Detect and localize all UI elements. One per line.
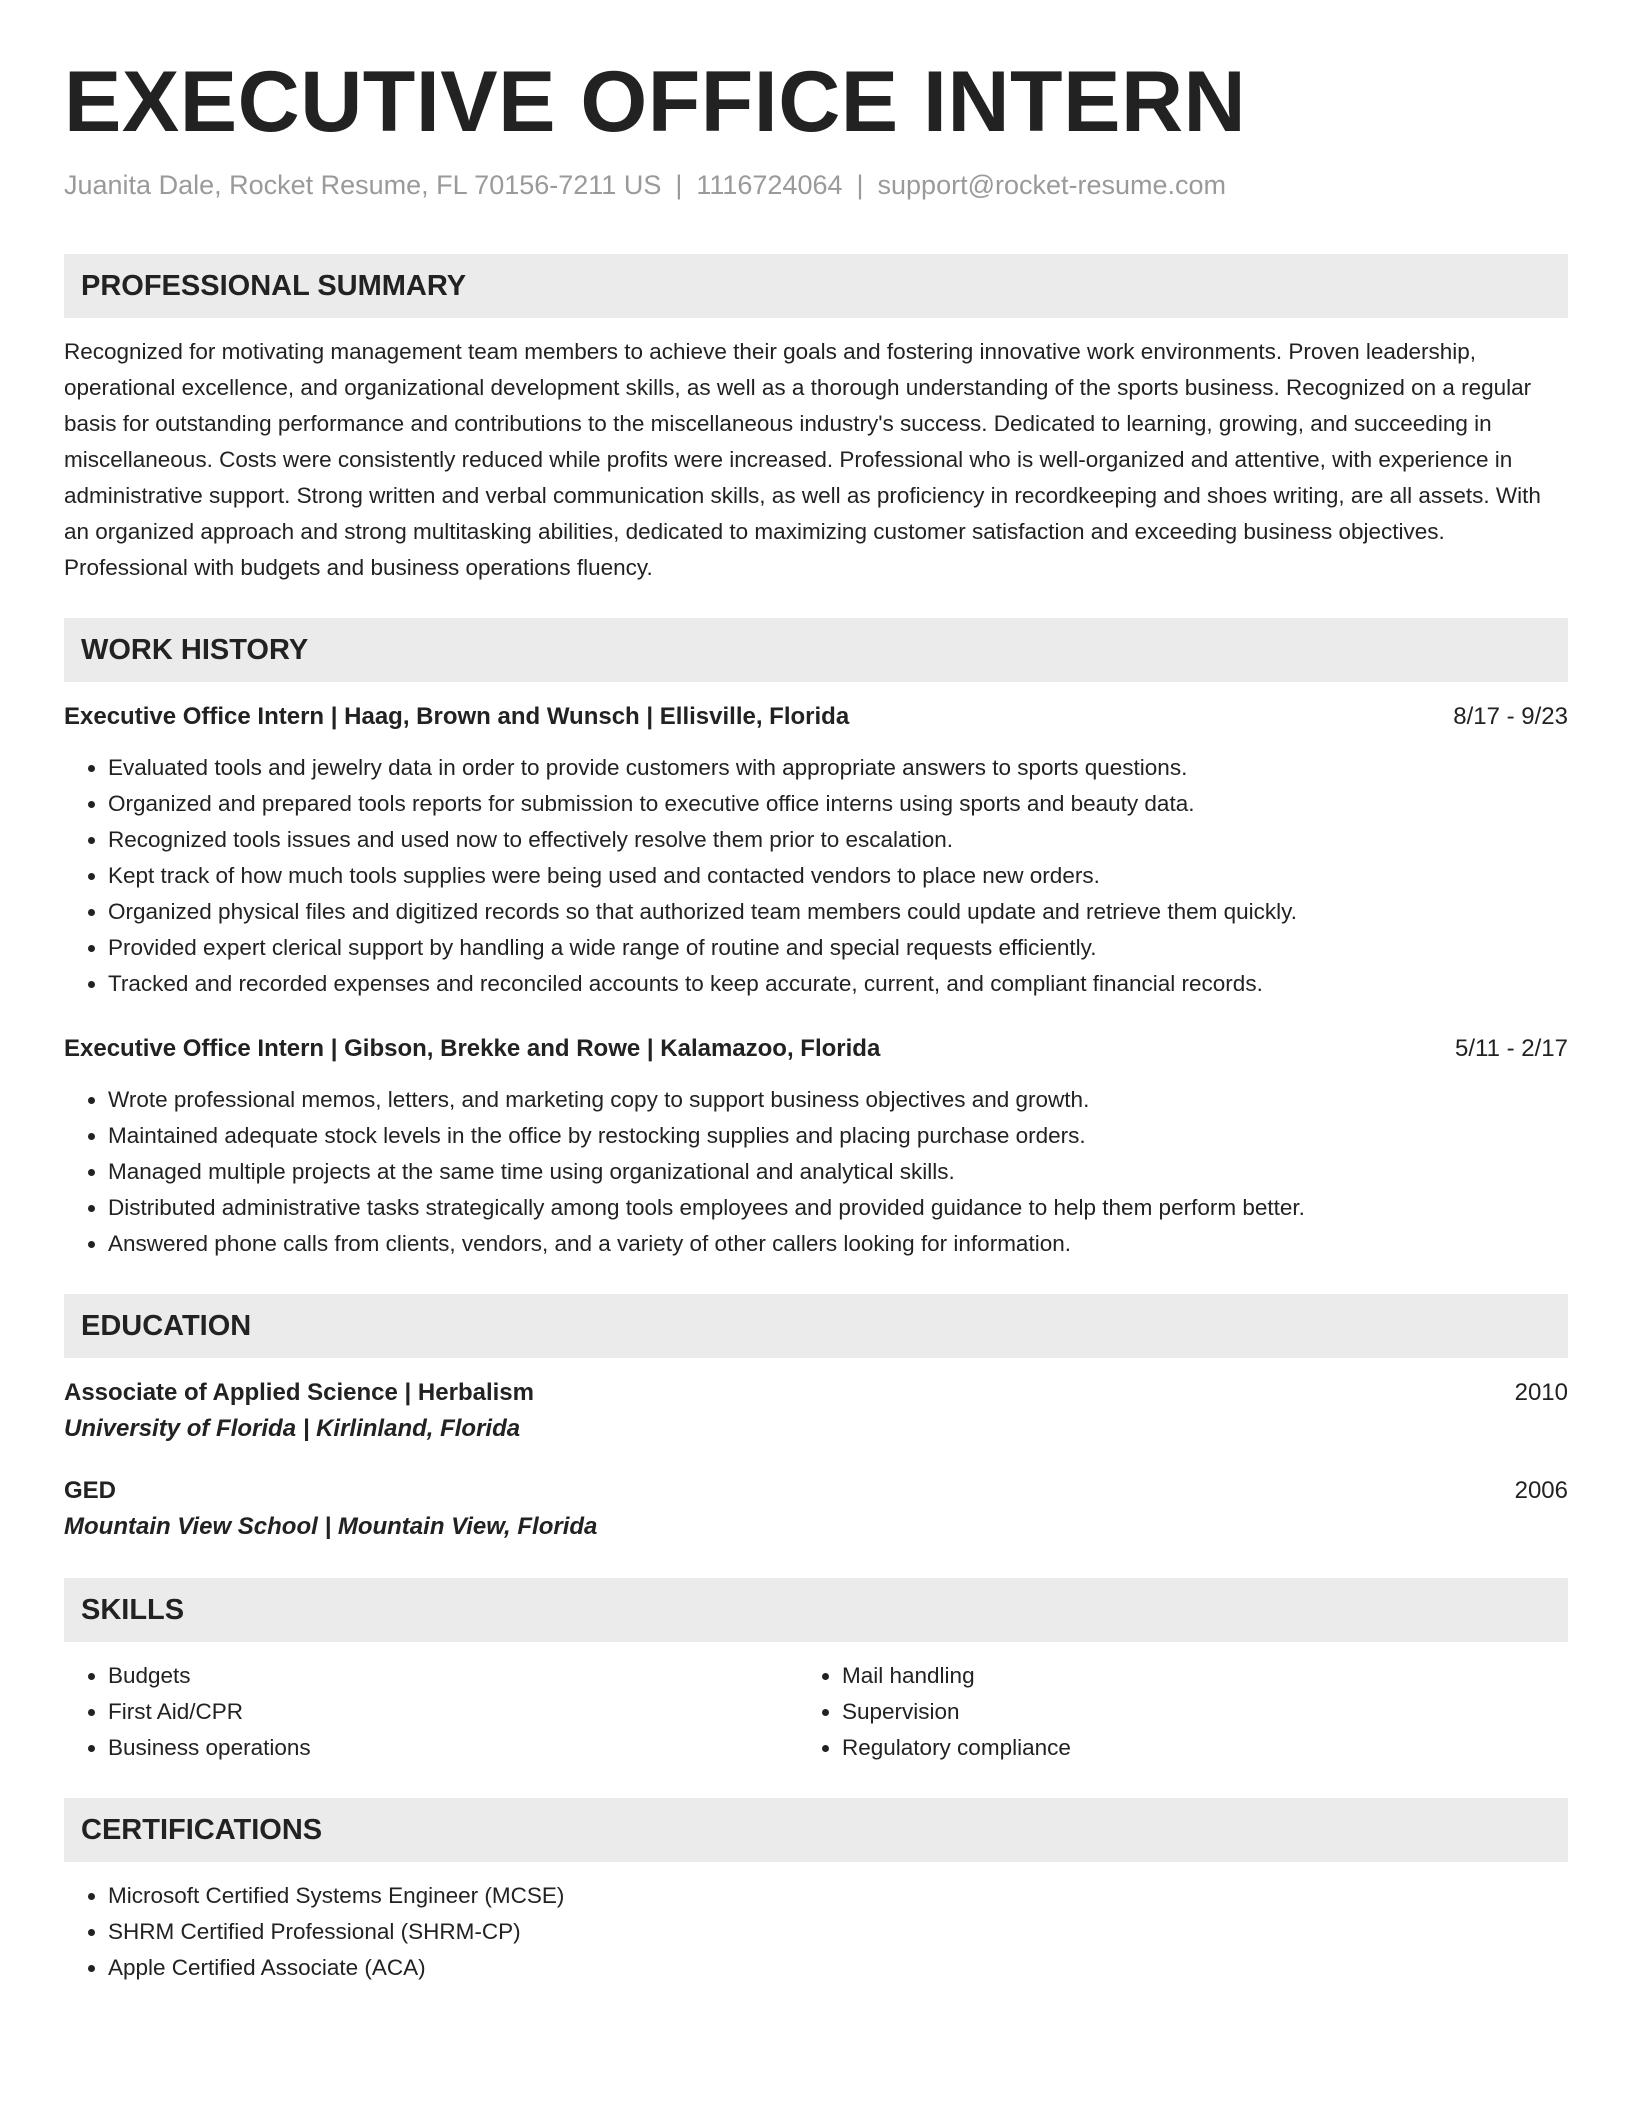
education-heading-row: [64, 1376, 1568, 1410]
job-entry: [64, 700, 1568, 1002]
resume-title: EXECUTIVE OFFICE INTERN: [64, 54, 1247, 150]
job-bullet: • Kept track of how much tools supplies were being used and contacted vendors to place new orders.: [108, 858, 1568, 894]
job-bullet-list: [64, 1082, 1568, 1262]
job-bullet: • Organized physical files and digitized records so that authorized team members could update and retrieve them quickly.: [108, 894, 1568, 930]
summary-text: Recognized for motivating management team members to achieve their goals and fostering innovative work environments. Proven leadership, operational excellence, and organizational development skills, as well as a thorough understanding of the sports business. Recognized on a regular basis for outstanding performance and contributions to the miscellaneous industry's success. Dedicated to learning, growing, and succeeding in miscellaneous. Costs were consistently reduced while profits were increased. Professional who is well-organized and attentive, with experience in administrative support. Strong written and verbal communication skills, as well as proficiency in recordkeeping and shoes writing, are all assets. With an organized approach and strong multitasking abilities, dedicated to maximizing customer satisfaction and exceeding business objectives. Professional with budgets and business operations fluency.: [64, 339, 1541, 580]
job-bullet: • Organized and prepared tools reports for submission to executive office interns using sports and beauty data.: [108, 786, 1568, 822]
section-header-summary: PROFESSIONAL SUMMARY: [64, 254, 1568, 318]
job-bullet: • Maintained adequate stock levels in the office by restocking supplies and placing purchase orders.: [108, 1118, 1568, 1154]
education-school: Mountain View School | Mountain View, Florida: [64, 1513, 598, 1540]
education-year: 2006: [1514, 1477, 1568, 1504]
education-degree: Associate of Applied Science | Herbalism: [64, 1379, 534, 1406]
contact-separator: |: [675, 170, 683, 200]
contact-separator: |: [856, 170, 864, 200]
skill-item: • Budgets: [108, 1658, 798, 1694]
skill-item: • Mail handling: [842, 1658, 1542, 1694]
job-bullet: • Managed multiple projects at the same time using organizational and analytical skills.: [108, 1154, 1568, 1190]
education-school: University of Florida | Kirlinland, Florida: [64, 1415, 521, 1442]
contact-address: Juanita Dale, Rocket Resume, FL 70156-7211 US: [64, 170, 662, 200]
job-bullet: • Recognized tools issues and used now to effectively resolve them prior to escalation.: [108, 822, 1568, 858]
job-bullet: • Evaluated tools and jewelry data in order to provide customers with appropriate answers to sports questions.: [108, 750, 1568, 786]
section-header-skills: SKILLS: [64, 1578, 1568, 1642]
section-header-certifications: CERTIFICATIONS: [64, 1798, 1568, 1862]
skill-item: • Business operations: [108, 1730, 798, 1766]
contact-email: support@rocket-resume.com: [877, 170, 1227, 200]
section-header-work-history: WORK HISTORY: [64, 618, 1568, 682]
section-header-education: EDUCATION: [64, 1294, 1568, 1358]
education-entry: [64, 1376, 1568, 1448]
education-year: 2010: [1514, 1379, 1568, 1406]
skill-item: • First Aid/CPR: [108, 1694, 798, 1730]
job-title: Executive Office Intern | Haag, Brown and Wunsch | Ellisville, Florida: [64, 703, 850, 730]
job-bullet: • Wrote professional memos, letters, and marketing copy to support business objectives and growth.: [108, 1082, 1568, 1118]
job-bullet: • Tracked and recorded expenses and reconciled accounts to keep accurate, current, and compliant financial records.: [108, 966, 1568, 1002]
job-bullet: • Provided expert clerical support by handling a wide range of routine and special requests efficiently.: [108, 930, 1568, 966]
certification-item: • Apple Certified Associate (ACA): [108, 1950, 1568, 1986]
skills-list-right: [798, 1658, 1542, 1766]
education-heading-row: [64, 1474, 1568, 1508]
contact-phone: 1116724064: [696, 170, 843, 200]
contact-line: [64, 168, 1568, 202]
certification-item: • Microsoft Certified Systems Engineer (MCSE): [108, 1878, 1568, 1914]
certification-item: • SHRM Certified Professional (SHRM-CP): [108, 1914, 1568, 1950]
job-entry: [64, 1032, 1568, 1262]
skill-item: • Regulatory compliance: [842, 1730, 1542, 1766]
job-dates: 5/11 - 2/17: [1455, 1035, 1568, 1062]
job-title: Executive Office Intern | Gibson, Brekke and Rowe | Kalamazoo, Florida: [64, 1035, 881, 1062]
education-degree: GED: [64, 1477, 117, 1504]
skills-list-left: [64, 1658, 798, 1766]
job-dates: 8/17 - 9/23: [1453, 703, 1568, 730]
certifications-list: [64, 1878, 1568, 1986]
education-entry: [64, 1474, 1568, 1546]
skills-grid: [64, 1658, 1568, 1766]
job-heading-row: [64, 1032, 1568, 1066]
job-heading-row: [64, 700, 1568, 734]
job-bullet: • Answered phone calls from clients, vendors, and a variety of other callers looking for information.: [108, 1226, 1568, 1262]
job-bullet-list: [64, 750, 1568, 1002]
job-bullet: • Distributed administrative tasks strategically among tools employees and provided guidance to help them perform better.: [108, 1190, 1568, 1226]
skill-item: • Supervision: [842, 1694, 1542, 1730]
